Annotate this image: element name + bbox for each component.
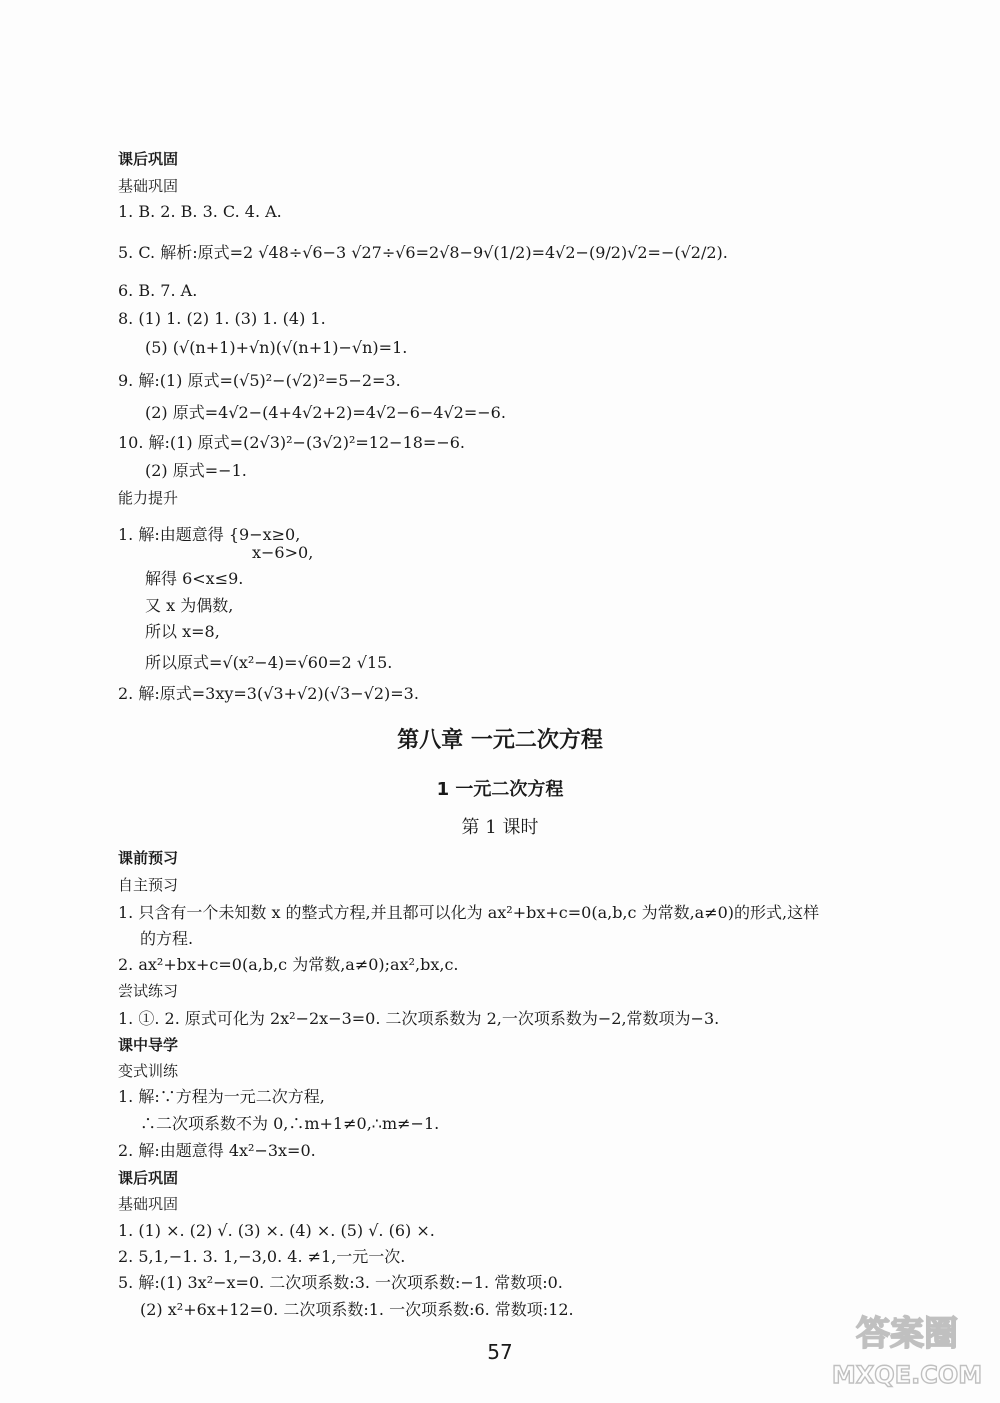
- answer-line: 1. 解:由题意得 {9−x≥0,: [118, 525, 301, 544]
- answer-line: 1. ①. 2. 原式可化为 2x²−2x−3=0. 二次项系数为 2,一次项系数为−2,常数项为−3.: [118, 1009, 720, 1028]
- answer-line: 2. ax²+bx+c=0(a,b,c 为常数,a≠0);ax²,bx,c.: [118, 955, 459, 974]
- answer-line: (5) (√(n+1)+√n)(√(n+1)−√n)=1.: [145, 338, 408, 357]
- answer-line: 的方程.: [140, 929, 194, 948]
- heading-pre-class: 课前预习: [118, 849, 179, 867]
- answer-line: (2) 原式=−1.: [145, 461, 247, 480]
- answer-line: 8. (1) 1. (2) 1. (3) 1. (4) 1.: [118, 309, 326, 328]
- answer-line: 10. 解:(1) 原式=(2√3)²−(3√2)²=12−18=−6.: [118, 433, 466, 452]
- lesson-title: 第 1 课时: [461, 817, 539, 838]
- chapter-title: 第八章 一元二次方程: [397, 728, 603, 753]
- heading-after-class-2: 课后巩固: [118, 1169, 179, 1187]
- answer-line: 解得 6<x≤9.: [145, 569, 244, 588]
- answer-line: 5. C. 解析:原式=2 √48÷√6−3 √27÷√6=2√8−9√(1/2)=4√2−(9/2)√2=−(√2/2).: [118, 243, 728, 262]
- watermark-icon: [832, 1301, 982, 1393]
- answer-line: 所以原式=√(x²−4)=√60=2 √15.: [145, 653, 393, 672]
- heading-after-class: 课后巩固: [118, 150, 179, 168]
- page-number: 57: [487, 1340, 513, 1364]
- answer-line: 2. 解:由题意得 4x²−3x=0.: [118, 1141, 316, 1160]
- answer-line: (2) x²+6x+12=0. 二次项系数:1. 一次项系数:6. 常数项:12.: [140, 1300, 574, 1319]
- section-title: 1 一元二次方程: [436, 779, 564, 800]
- subheading-basic: 基础巩固: [118, 177, 179, 195]
- answer-line: 2. 解:原式=3xy=3(√3+√2)(√3−√2)=3.: [118, 684, 419, 703]
- subheading-practice: 尝试练习: [118, 982, 179, 1000]
- watermark-cn-text: 答案圈: [856, 1314, 958, 1354]
- answer-line: 2. 5,1,−1. 3. 1,−3,0. 4. ≠1,一元一次.: [118, 1247, 406, 1266]
- subheading-basic-2: 基础巩固: [118, 1195, 179, 1213]
- answer-line: 6. B. 7. A.: [118, 281, 198, 300]
- watermark-logo: [832, 1301, 982, 1393]
- subheading-advanced: 能力提升: [118, 489, 179, 507]
- watermark-url-text: MXQE.COM: [832, 1361, 982, 1389]
- answer-line: 5. 解:(1) 3x²−x=0. 二次项系数:3. 一次项系数:−1. 常数项:0.: [118, 1273, 563, 1292]
- answer-line: 1. 解:∵方程为一元二次方程,: [118, 1087, 325, 1106]
- answer-line: 所以 x=8,: [145, 622, 220, 641]
- answer-line: ∴二次项系数不为 0,∴m+1≠0,∴m≠−1.: [140, 1114, 440, 1133]
- answer-line: 9. 解:(1) 原式=(√5)²−(√2)²=5−2=3.: [118, 371, 401, 390]
- heading-in-class: 课中导学: [118, 1036, 179, 1054]
- answer-line: 1. B. 2. B. 3. C. 4. A.: [118, 202, 282, 221]
- answer-line: x−6>0,: [252, 543, 314, 562]
- answer-line: 又 x 为偶数,: [145, 596, 234, 615]
- subheading-variant: 变式训练: [118, 1062, 179, 1080]
- answer-line: 1. (1) ×. (2) √. (3) ×. (4) ×. (5) √. (6) ×.: [118, 1221, 435, 1240]
- answer-line: 1. 只含有一个未知数 x 的整式方程,并且都可以化为 ax²+bx+c=0(a,b,c 为常数,a≠0)的形式,这样: [118, 903, 820, 922]
- subheading-self-study: 自主预习: [118, 876, 179, 894]
- answer-line: (2) 原式=4√2−(4+4√2+2)=4√2−6−4√2=−6.: [145, 403, 506, 422]
